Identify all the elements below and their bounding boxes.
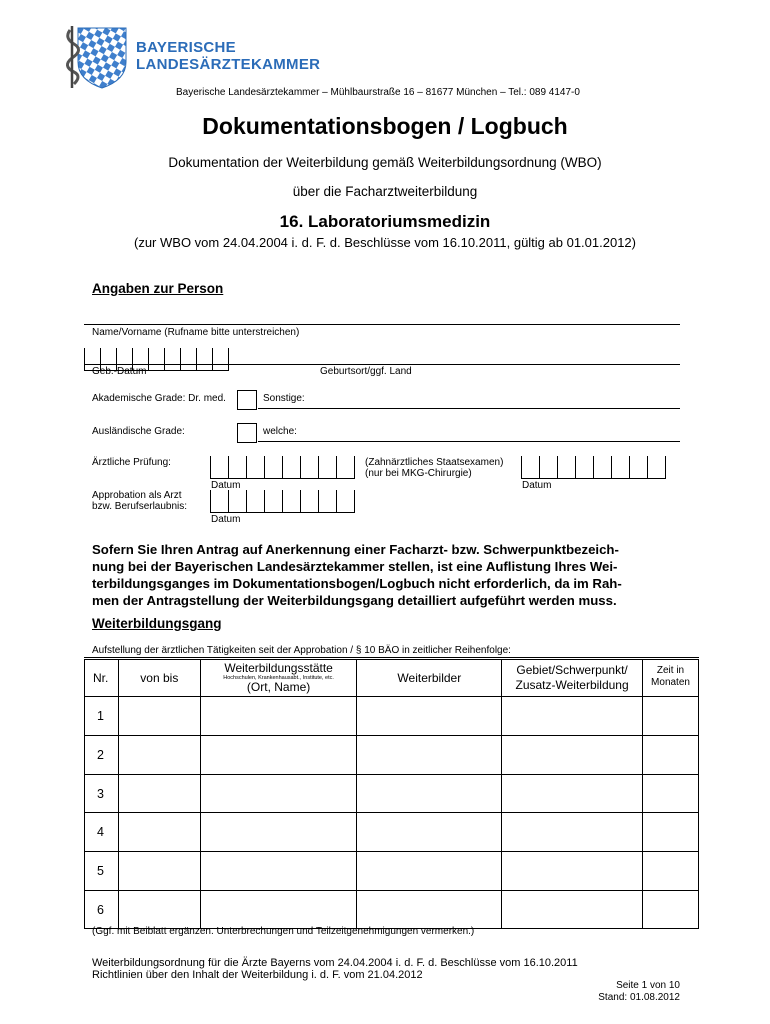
cell-zeit[interactable]	[643, 852, 699, 891]
table-row	[85, 813, 699, 852]
cell-von-bis[interactable]	[118, 736, 200, 775]
cell-gebiet[interactable]	[502, 891, 643, 929]
person-heading: Angaben zur Person	[92, 281, 224, 296]
cell-zeit[interactable]	[643, 697, 699, 736]
col-zeit: Zeit in Monaten	[643, 660, 699, 697]
footer-line1: Weiterbildungsordnung für die Ärzte Bayerns vom 24.04.2004 i. d. F. d. Beschlüsse vom 16.10.2011	[92, 957, 578, 969]
dr-med-checkbox[interactable]	[237, 390, 257, 410]
birthplace-field[interactable]	[84, 364, 680, 365]
cell-gebiet[interactable]	[502, 852, 643, 891]
col-gebiet: Gebiet/Schwerpunkt/ Zusatz-Weiterbildung	[502, 660, 643, 697]
cell-staette[interactable]	[200, 852, 357, 891]
cell-zeit[interactable]	[643, 736, 699, 775]
cell-staette[interactable]	[200, 891, 357, 929]
cell-von-bis[interactable]	[118, 891, 200, 929]
cell-weiterbilder[interactable]	[357, 775, 502, 813]
specialty-note: (zur WBO vom 24.04.2004 i. d. F. d. Beschlüsse vom 16.10.2011, gültig ab 01.01.2012)	[134, 235, 636, 250]
birthplace-label: Geburtsort/ggf. Land	[320, 366, 412, 377]
approbation-line1: Approbation als Arzt	[92, 490, 182, 501]
table-row	[85, 852, 699, 891]
stand-date: Stand: 01.08.2012	[598, 992, 680, 1003]
col-nr: Nr.	[85, 660, 119, 697]
col-weiterbilder: Weiterbilder	[357, 660, 502, 697]
cell-von-bis[interactable]	[118, 852, 200, 891]
notice-line: Sofern Sie Ihren Antrag auf Anerkennung einer Facharzt- bzw. Schwerpunktbezeich-	[92, 542, 619, 557]
foreign-grades-label: Ausländische Grade:	[92, 426, 185, 437]
subtitle-1: Dokumentation der Weiterbildung gemäß Weiterbildungsordnung (WBO)	[168, 155, 602, 170]
cell-staette[interactable]	[200, 736, 357, 775]
intro-rule	[84, 657, 699, 658]
birthdate-label: Geb.-Datum	[92, 366, 147, 377]
cell-gebiet[interactable]	[502, 697, 643, 736]
row-number: 3	[85, 775, 119, 813]
cell-von-bis[interactable]	[118, 775, 200, 813]
cell-staette[interactable]	[200, 697, 357, 736]
weiterbildung-intro: Aufstellung der ärztlichen Tätigkeiten seit der Approbation / § 10 BÄO in zeitlicher Reihenfolge:	[92, 645, 511, 656]
subtitle-2: über die Facharztweiterbildung	[292, 184, 478, 199]
dental-exam-line1: (Zahnärztliches Staatsexamen)	[365, 457, 504, 468]
logo	[60, 22, 130, 90]
cell-weiterbilder[interactable]	[357, 736, 502, 775]
row-number: 1	[85, 697, 119, 736]
cell-staette[interactable]	[200, 813, 357, 852]
cell-staette[interactable]	[200, 775, 357, 813]
cell-gebiet[interactable]	[502, 813, 643, 852]
col-staette: Weiterbildungsstätte Hochschulen, Krankenhausabt., Institute, etc. (Ort, Name)	[200, 660, 357, 697]
cell-zeit[interactable]	[643, 813, 699, 852]
cell-von-bis[interactable]	[118, 813, 200, 852]
document-title: Dokumentationsbogen / Logbuch	[202, 113, 568, 139]
exam-label: Ärztliche Prüfung:	[92, 457, 171, 468]
cell-von-bis[interactable]	[118, 697, 200, 736]
table-row	[85, 736, 699, 775]
cell-zeit[interactable]	[643, 891, 699, 929]
row-number: 2	[85, 736, 119, 775]
logo-emblem-icon	[60, 22, 130, 90]
logo-line1: BAYERISCHE	[136, 39, 236, 56]
foreign-grades-checkbox[interactable]	[237, 423, 257, 443]
table-row	[85, 775, 699, 813]
weiterbildung-table	[84, 659, 699, 929]
logo-line2: LANDESÄRZTEKAMMER	[136, 56, 321, 73]
dental-exam-date-label: Datum	[522, 480, 552, 491]
table-footnote: (Ggf. mit Beiblatt ergänzen. Unterbrechungen und Teilzeitgenehmigungen vermerken.)	[92, 926, 475, 937]
cell-gebiet[interactable]	[502, 736, 643, 775]
academic-label: Akademische Grade: Dr. med.	[92, 393, 226, 404]
footer-line2: Richtlinien über den Inhalt der Weiterbildung i. d. F. vom 21.04.2012	[92, 969, 423, 981]
dental-exam-line2: (nur bei MKG-Chirurgie)	[365, 468, 472, 479]
cell-weiterbilder[interactable]	[357, 891, 502, 929]
dental-exam-date-boxes[interactable]	[521, 456, 666, 479]
approbation-date-label: Datum	[211, 514, 241, 525]
cell-zeit[interactable]	[643, 775, 699, 813]
table-row	[85, 697, 699, 736]
notice-line: nung bei der Bayerischen Landesärztekammer stellen, ist eine Auflistung Ihres Wei-	[92, 559, 618, 574]
col-von-bis: von bis	[118, 660, 200, 697]
notice-line: men der Antragstellung der Weiterbildungsgang detailliert aufgeführt werden muss.	[92, 593, 617, 608]
which-field[interactable]	[258, 441, 680, 442]
approbation-line2: bzw. Berufserlaubnis:	[92, 501, 188, 512]
weiterbildung-heading: Weiterbildungsgang	[92, 616, 222, 631]
cell-weiterbilder[interactable]	[357, 697, 502, 736]
specialty-title: 16. Laboratoriumsmedizin	[279, 212, 491, 231]
row-number: 5	[85, 852, 119, 891]
approbation-date-boxes[interactable]	[210, 490, 355, 513]
name-label: Name/Vorname (Rufname bitte unterstreichen)	[92, 327, 300, 338]
other-grades-label: Sonstige:	[263, 393, 305, 404]
cell-weiterbilder[interactable]	[357, 852, 502, 891]
name-field[interactable]	[84, 324, 680, 325]
table-header-row	[85, 660, 699, 697]
row-number: 4	[85, 813, 119, 852]
exam-date-boxes[interactable]	[210, 456, 355, 479]
other-grades-field[interactable]	[258, 408, 680, 409]
notice-text	[92, 541, 622, 609]
notice-line: terbildungsganges im Dokumentationsbogen/Logbuch nicht erforderlich, da im Rah-	[92, 576, 622, 591]
table-row	[85, 891, 699, 929]
row-number: 6	[85, 891, 119, 929]
cell-weiterbilder[interactable]	[357, 813, 502, 852]
cell-gebiet[interactable]	[502, 775, 643, 813]
which-label: welche:	[263, 426, 297, 437]
header-address: Bayerische Landesärztekammer – Mühlbaurstraße 16 – 81677 München – Tel.: 089 4147-0	[176, 87, 580, 98]
exam-date-label: Datum	[211, 480, 241, 491]
page-number: Seite 1 von 10	[616, 980, 680, 991]
